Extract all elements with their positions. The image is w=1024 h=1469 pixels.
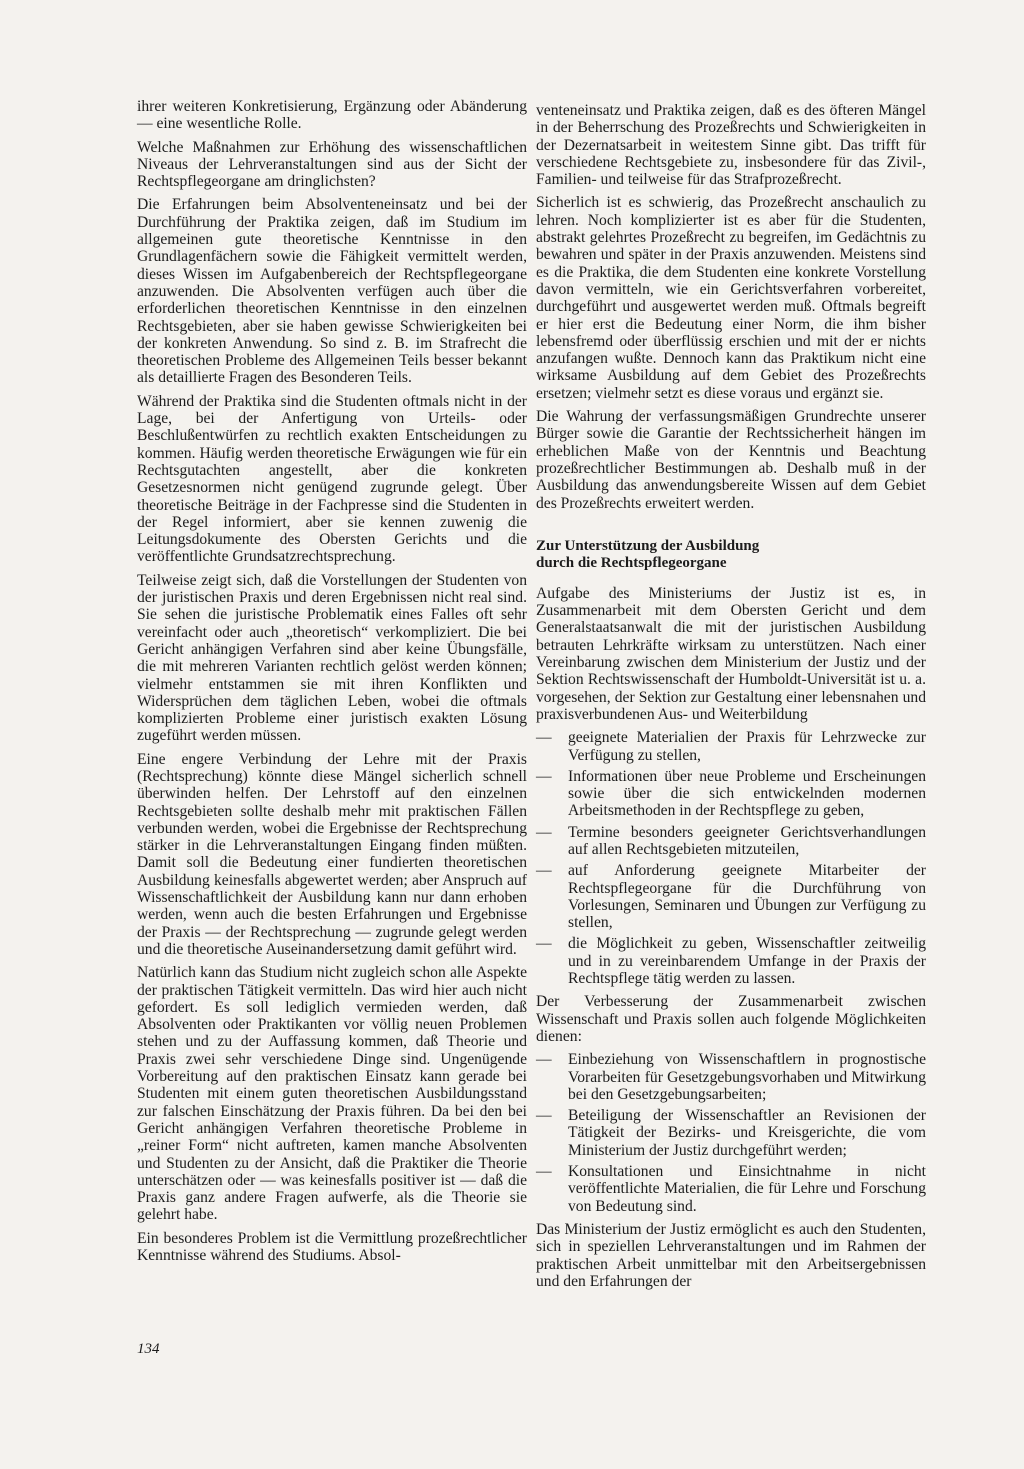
list-item: — geeignete Materialien der Praxis für Lehrzwecke zur Verfügung zu stellen, (536, 729, 926, 764)
list-item: — Einbeziehung von Wissenschaftlern in prognostische Vorarbeiten für Gesetzgebungsvorhaben und Mitwirkung bei den Gesetzgebungsarbeiten; (536, 1051, 926, 1103)
section-heading (536, 538, 926, 573)
section-heading-line: durch die Rechtspflegeorgane (536, 555, 727, 572)
list-item: — auf Anforderung geeignete Mitarbeiter der Rechtspflegeorgane für die Durchführung von Vorlesungen, Seminaren und Übungen zur Verfügung zu stellen, (536, 862, 926, 931)
paragraph: Ein besonderes Problem ist die Vermittlung prozeßrechtlicher Kenntnisse während des Studiums. Absol- (137, 1229, 527, 1264)
section-heading-line: Zur Unterstützung der Ausbildung (536, 537, 760, 554)
paragraph: Die Wahrung der verfassungsmäßigen Grundrechte unserer Bürger sowie die Garantie der Rechtssicherheit hängen im erheblichen Maße von der Kenntnis und Beachtung prozeßrechtlicher Bestimmungen ab. Deshalb muß in der Ausbildung das anwendungsbereite Wissen auf dem Gebiet des Prozeßrechts erweitert werden. (536, 408, 926, 512)
paragraph: Natürlich kann das Studium nicht zugleich schon alle Aspekte der praktischen Tätigkeit vermitteln. Das wird hier auch nicht gefordert. Es soll lediglich vermieden werden, daß Absolventen oder Praktikanten vor völlig neuen Problemen stehen und zu der Auffassung kommen, daß Theorie und Praxis zwei sehr verschiedene Dinge sind. Ungenügende Vorbereitung auf den praktischen Einsatz kann gerade bei Studenten mit einem guten theoretischen Ausbildungsstand zur falschen Einschätzung der Praxis führen. Da bei den bei Gericht anhängigen Verfahren theoretische Probleme in „reiner Form“ nicht auftreten, kamen manche Absolventen und Studenten zu der Ansicht, daß die Praktiker die Theorie unterschätzen oder — was keinesfalls positiver ist — daß die Praxis ganz andere Fragen aufwerfe, als die Theorie sie gelehrt habe. (137, 964, 527, 1224)
paragraph: Aufgabe des Ministeriums der Justiz ist es, in Zusammenarbeit mit dem Obersten Gericht und dem Generalstaatsanwalt die mit der juristischen Ausbildung betrauten Lehrkräfte wirksam zu unterstützen. Nach einer Vereinbarung zwischen dem Ministerium der Justiz und der Sektion Rechtswissenschaft der Humboldt-Universität ist u. a. vorgesehen, der Sektion zur Gestaltung einer lebensnahen und praxisverbundenen Aus- und Weiterbildung (536, 584, 926, 723)
dash-list (536, 1051, 926, 1215)
right-column (536, 102, 926, 1296)
paragraph: Sicherlich ist es schwierig, das Prozeßrecht anschaulich zu lehren. Noch komplizierter ist es aber für die Studenten, abstrakt gelehrtes Prozeßrecht zu begreifen, im Gedächtnis zu bewahren und später in der Praxis anzuwenden. Meistens sind es die Praktika, die dem Studenten eine konkrete Vorstellung davon vermitteln, wie ein Gerichtsverfahren vorbereitet, durchgeführt und ausgewertet werden muß. Oftmals begreift er hier erst die Bedeutung einer Norm, die ihm bisher lebensfremd oder überflüssig erschien und mit der er nichts anzufangen wußte. Dennoch kann das Praktikum nicht eine wirksame Ausbildung auf dem Gebiet des Prozeßrechts ersetzen; vielmehr setzt es diese voraus und ergänzt sie. (536, 194, 926, 402)
paragraph: Der Verbesserung der Zusammenarbeit zwischen Wissenschaft und Praxis sollen auch folgende Möglichkeiten dienen: (536, 993, 926, 1045)
list-item: — Termine besonders geeigneter Gerichtsverhandlungen auf allen Rechtsgebieten mitzuteilen, (536, 824, 926, 859)
paragraph: Das Ministerium der Justiz ermöglicht es auch den Studenten, sich in speziellen Lehrveranstaltungen und im Rahmen der praktischen Arbeit unmittelbar mit den Arbeitsergebnissen und den Erfahrungen der (536, 1220, 926, 1290)
list-item: — Beteiligung der Wissenschaftler an Revisionen der Tätigkeit der Bezirks- und Kreisgerichte, die vom Ministerium der Justiz durchgeführt werden; (536, 1107, 926, 1159)
paragraph: ihrer weiteren Konkretisierung, Ergänzung oder Abänderung — eine wesentliche Rolle. (137, 98, 527, 133)
list-item: — Informationen über neue Probleme und Erscheinungen sowie über die sich entwickelnden modernen Arbeitsmethoden in der Rechtspflege zu geben, (536, 768, 926, 820)
left-column (137, 98, 527, 1270)
list-item: — Konsultationen und Einsichtnahme in nicht veröffentlichte Materialien, die für Lehre und Forschung von Bedeutung sind. (536, 1163, 926, 1215)
paragraph: Teilweise zeigt sich, daß die Vorstellungen der Studenten von der juristischen Praxis und deren Ergebnissen nicht real sind. Sie sehen die juristische Problematik eines Falles oft sehr vereinfacht oder auch „theoretisch“ verkompliziert. Die bei Gericht anhängigen Verfahren sind aber keine Übungsfälle, die mit mehreren Varianten rechtlich gelöst werden können; vielmehr entstammen sie mit ihren Konflikten und Widersprüchen dem täglichen Leben, wobei die oftmals komplizierten Probleme einer juristisch exakten Lösung zugeführt werden müssen. (137, 571, 527, 745)
paragraph: Während der Praktika sind die Studenten oftmals nicht in der Lage, bei der Anfertigung von Urteils- oder Beschlußentwürfen zu rechtlich exakten Entscheidungen zu kommen. Häufig werden theoretische Erwägungen wie für ein Rechtsgutachten angestellt, aber die konkreten Gesetzesnormen nicht genügend zugrunde gelegt. Über theoretische Beiträge in der Fachpresse sind die Studenten in der Regel informiert, aber sie kennen zuwenig die Leitungsdokumente des Obersten Gerichts und die veröffentlichte Grundsatzrechtsprechung. (137, 392, 527, 566)
paragraph: Eine engere Verbindung der Lehre mit der Praxis (Rechtsprechung) könnte diese Mängel sicherlich schnell überwinden helfen. Der Lehrstoff auf den einzelnen Rechtsgebieten sollte deshalb mehr mit praktischen Fällen verbunden werden, wobei die Ergebnisse der Rechtsprechung stärker in die Lehrveranstaltungen Eingang finden müßten. Damit soll die Bedeutung einer fundierten theoretischen Ausbildung keinesfalls abgewertet werden; aber Anspruch auf Wissenschaftlichkeit der Ausbildung kann nur dann erhoben werden, wenn auch die besten Erfahrungen und Ergebnisse der Praxis — der Rechtsprechung — zugrunde gelegt werden und die theoretische Auseinandersetzung damit geführt wird. (137, 750, 527, 958)
paragraph: Die Erfahrungen beim Absolventeneinsatz und bei der Durchführung der Praktika zeigen, daß im Studium im allgemeinen gute theoretische Kenntnisse in den Grundlagenfächern sowie die Fähigkeit vermittelt werden, dieses Wissen im Aufgabenbereich der Rechtspflegeorgane anzuwenden. Die Absolventen verfügen auch über die erforderlichen theoretischen Kenntnisse in den einzelnen Rechtsgebieten, aber sie haben gewisse Schwierigkeiten bei der konkreten Anwendung. So sind z. B. im Strafrecht die theoretischen Probleme des Allgemeinen Teils besser bekannt als detaillierte Fragen des Besonderen Teils. (137, 196, 527, 387)
list-item: — die Möglichkeit zu geben, Wissenschaftler zeitweilig und in zu vereinbarendem Umfange in der Praxis der Rechtspflege tätig werden zu lassen. (536, 935, 926, 987)
paragraph: venteneinsatz und Praktika zeigen, daß es des öfteren Mängel in der Beherrschung des Prozeßrechts und Schwierigkeiten in der Dezernatsarbeit in weitestem Sinne gibt. Das trifft für verschiedene Rechtsgebiete zu, insbesondere für das Zivil-, Familien- und teilweise für das Strafprozeßrecht. (536, 102, 926, 189)
paragraph: Welche Maßnahmen zur Erhöhung des wissenschaftlichen Niveaus der Lehrveranstaltungen sind aus der Sicht der Rechtspflegeorgane am dringlichsten? (137, 138, 527, 191)
page-number: 134 (137, 1341, 160, 1357)
dash-list (536, 729, 926, 987)
